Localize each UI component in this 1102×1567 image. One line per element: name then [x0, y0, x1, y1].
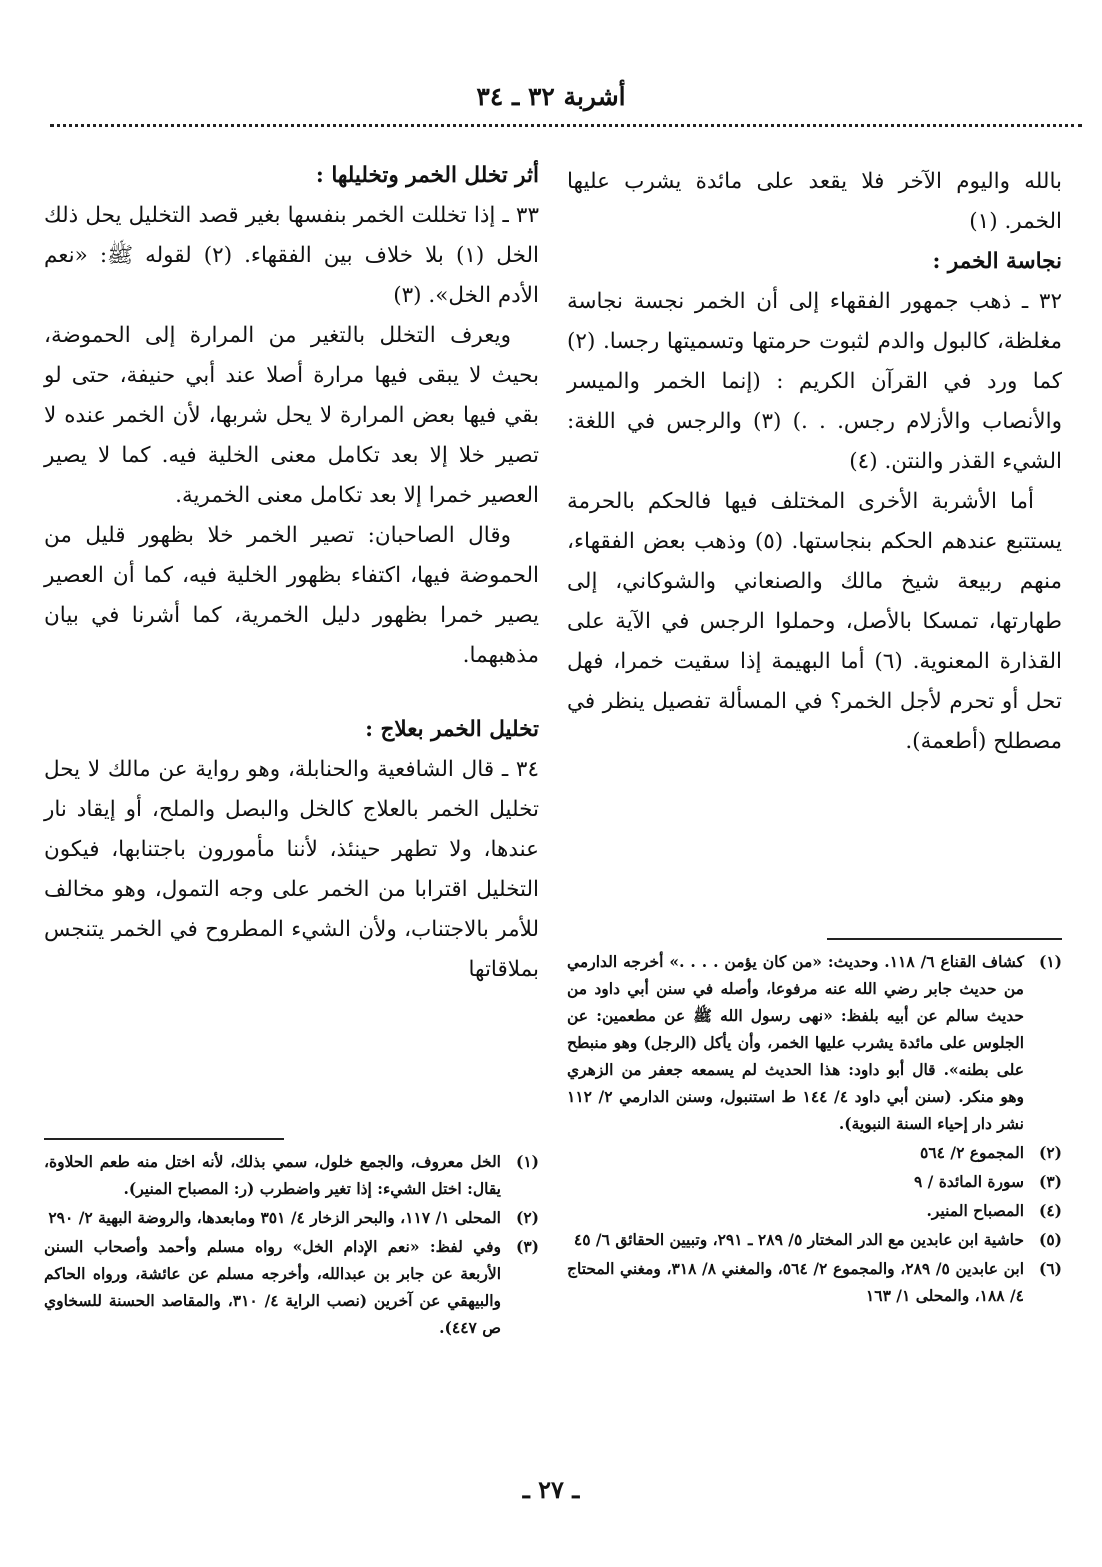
paragraph: وقال الصاحبان: تصير الخمر خلا بظهور قليل من الحموضة فيها، اكتفاء بظهور الخلية فيه، كما أن العصير يصير خمرا بظهور دليل الخمرية، كما أشرنا في بيان مذهبهما.: [44, 523, 539, 668]
footnote-item: [567, 1139, 1062, 1166]
right-column: [567, 162, 1062, 762]
footnote-item: [44, 1204, 539, 1231]
page-number: ـ ٢٧ ـ: [522, 1475, 580, 1504]
footnote-number: (١): [515, 1152, 539, 1171]
footnote-text: المصباح المنير.: [926, 1201, 1024, 1220]
footnote-text: المجموع ٢/ ٥٦٤: [920, 1143, 1024, 1162]
footnote-number: (١): [1038, 952, 1062, 971]
footnote-text: وفي لفظ: «نعم الإدام الخل» رواه مسلم وأحمد وأصحاب السنن الأربعة عن جابر بن عبدالله، وأخرجه مسلم عن عائشة، ورواه الحاكم والبيهقي عن آخرين (نصب الراية ٤/ ٣١٠، والمقاصد الحسنة للسخاوي ص ٤٤٧).: [44, 1237, 501, 1337]
footnote-item: [567, 1197, 1062, 1224]
footnote-number: (٣): [1038, 1172, 1062, 1191]
footnotes-left: [44, 1138, 539, 1343]
footnote-number: (٥): [1038, 1230, 1062, 1249]
paragraph: بالله واليوم الآخر فلا يقعد على مائدة يشرب عليها الخمر. (١): [567, 169, 1062, 234]
footnote-number: (٢): [515, 1208, 539, 1227]
footnote-item: [567, 948, 1062, 1137]
footnote-number: (٢): [1038, 1143, 1062, 1162]
footnote-text: المحلى ١/ ١١٧، والبحر الزخار ٤/ ٣٥١ ومابعدها، والروضة البهية ٢/ ٢٩٠: [48, 1208, 501, 1227]
footnote-item: [567, 1168, 1062, 1195]
paragraph: ٣٢ ـ ذهب جمهور الفقهاء إلى أن الخمر نجسة نجاسة مغلظة، كالبول والدم لثبوت حرمتها وتسميتها رجسا. (٢) كما ورد في القرآن الكريم : (إنما الخمر والميسر والأنصاب والأزلام رجس. . .) (٣) والرجس في اللغة: الشيء القذر والنتن. (٤): [567, 289, 1062, 474]
footnote-text: سورة المائدة / ٩: [913, 1172, 1024, 1191]
running-header: أشربة ٣٢ ـ ٣٤: [476, 82, 626, 111]
footnotes-right: [567, 938, 1062, 1311]
footnote-text: كشاف القناع ٦/ ١١٨. وحديث: «من كان يؤمن . . . .» أخرجه الدارمي من حديث جابر رضي الله عنه مرفوعا، وأصله في سنن أبي داود من حديث سالم عن أبيه بلفظ: «نهى رسول الله ﷺ عن مطعمين: عن الجلوس على مائدة يشرب عليها الخمر، وأن يأكل (الرجل) وهو منبطح على بطنه». قال أبو داود: هذا الحديث لم يسمعه جعفر من الزهري وهو منكر. (سنن أبي داود ٤/ ١٤٤ ط استنبول، وسنن الدارمي ٢/ ١١٢ نشر دار إحياء السنة النبوية).: [567, 952, 1025, 1133]
section-heading: أثر تخلل الخمر وتخليلها :: [315, 163, 539, 188]
paragraph: ٣٣ ـ إذا تخللت الخمر بنفسها بغير قصد التخليل يحل ذلك الخل (١) بلا خلاف بين الفقهاء. (٢) لقوله ﷺ: «نعم الأدم الخل». (٣): [44, 203, 539, 308]
footnote-number: (٤): [1038, 1201, 1062, 1220]
footnote-text: ابن عابدين ٥/ ٢٨٩، والمجموع ٢/ ٥٦٤، والمغني ٨/ ٣١٨، ومغني المحتاج ٤/ ١٨٨، والمحلى ١/ ١٦٣: [567, 1259, 1025, 1305]
footnote-rule: [827, 938, 1062, 940]
footnote-item: [44, 1233, 539, 1341]
left-column: [44, 156, 539, 990]
paragraph: ٣٤ ـ قال الشافعية والحنابلة، وهو رواية عن مالك لا يحل تخليل الخمر بالعلاج كالخل والبصل والملح، أو إيقاد نار عندها، ولا تطهر حينئذ، لأننا مأمورون باجتنابها، فيكون التخليل اقترابا من الخمر على وجه التمول، وهو مخالف للأمر بالاجتناب، ولأن الشيء المطروح في الخمر يتنجس بملاقاتها: [44, 757, 539, 982]
header-dotted-rule: [50, 124, 1082, 127]
footnote-text: حاشية ابن عابدين مع الدر المختار ٥/ ٢٨٩ ـ ٢٩١، وتبيين الحقائق ٦/ ٤٥: [573, 1230, 1024, 1249]
footnote-item: [44, 1148, 539, 1202]
footnote-number: (٦): [1038, 1259, 1062, 1278]
footnote-item: [567, 1226, 1062, 1253]
section-heading: تخليل الخمر بعلاج :: [365, 717, 539, 742]
paragraph: ويعرف التخلل بالتغير من المرارة إلى الحموضة، بحيث لا يبقى فيها مرارة أصلا عند أبي حنيفة، حتى لو بقي فيها بعض المرارة لا يحل شربها، لأن الخمر عنده لا تصير خلا إلا بعد تكامل معنى الخلية فيه. كما لا يصير العصير خمرا إلا بعد تكامل معنى الخمرية.: [44, 323, 539, 508]
footnote-number: (٣): [515, 1237, 539, 1256]
footnote-text: الخل معروف، والجمع خلول، سمي بذلك، لأنه اختل منه طعم الحلاوة، يقال: اختل الشيء: إذا تغير واضطرب (ر: المصباح المنير).: [44, 1152, 501, 1198]
section-spacer: [44, 676, 539, 710]
section-heading: نجاسة الخمر :: [932, 249, 1062, 274]
footnote-item: [567, 1255, 1062, 1309]
paragraph: أما الأشربة الأخرى المختلف فيها فالحكم بالحرمة يستتبع عندهم الحكم بنجاستها. (٥) وذهب بعض الفقهاء، منهم ربيعة شيخ مالك والصنعاني والشوكاني، إلى طهارتها، تمسكا بالأصل، وحملوا الرجس في الآية على القذارة المعنوية. (٦) أما البهيمة إذا سقيت خمرا، فهل تحل أو تحرم لأجل الخمر؟ في المسألة تفصيل ينظر في مصطلح (أطعمة).: [567, 489, 1063, 754]
footnote-rule: [44, 1138, 284, 1140]
